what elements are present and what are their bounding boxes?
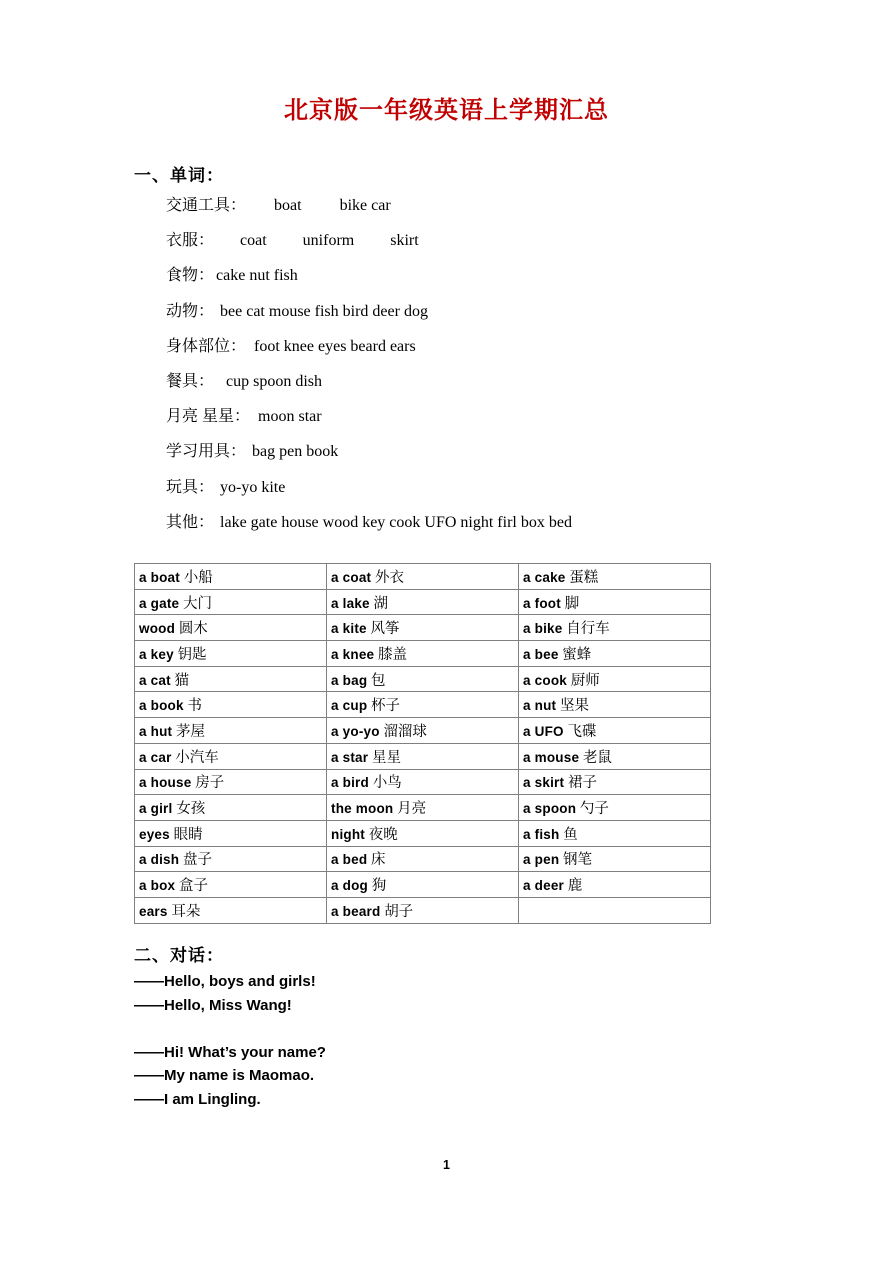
table-cell xyxy=(519,589,711,615)
table-cell xyxy=(135,666,327,692)
word-category-line xyxy=(166,227,866,262)
table-cell xyxy=(135,846,327,872)
category-label: 餐具： xyxy=(166,372,215,390)
word-english: a bed xyxy=(331,852,368,868)
word-chinese: 星星 xyxy=(372,749,401,766)
vocab-table xyxy=(134,563,711,924)
word-chinese: 厨师 xyxy=(570,672,600,689)
table-cell xyxy=(135,897,327,923)
table-cell xyxy=(135,641,327,667)
table-cell xyxy=(135,718,327,744)
word-chinese: 脚 xyxy=(564,595,580,612)
word-english: a kite xyxy=(331,621,367,637)
table-cell xyxy=(519,641,711,667)
word-chinese: 夜晚 xyxy=(368,826,398,843)
word-chinese: 月亮 xyxy=(397,801,427,818)
table-cell xyxy=(327,615,519,641)
word-english: a beard xyxy=(331,903,381,919)
word-chinese: 房子 xyxy=(195,775,225,792)
table-cell xyxy=(327,564,519,590)
word-chinese: 裙子 xyxy=(567,775,597,792)
category-label: 交通工具： xyxy=(166,197,247,214)
category-words: yo-yo kite xyxy=(220,478,286,496)
table-cell xyxy=(135,743,327,769)
section-heading-dialogue: 二、对话： xyxy=(134,946,224,965)
word-chinese: 书 xyxy=(187,698,202,715)
table-row xyxy=(135,692,711,718)
table-cell xyxy=(519,872,711,898)
dialogue-line: ——Hello, Miss Wang! xyxy=(134,996,292,1014)
category-words: bag pen book xyxy=(252,443,339,461)
word-category-line xyxy=(166,474,866,509)
table-row xyxy=(135,743,711,769)
word-english: a girl xyxy=(139,801,173,817)
word-chinese: 蜜蜂 xyxy=(562,646,592,663)
category-label: 学习用具： xyxy=(166,443,247,461)
word-chinese: 自行车 xyxy=(566,621,610,638)
word-chinese: 小鸟 xyxy=(372,775,402,792)
word-chinese: 飞碟 xyxy=(567,723,597,740)
word-english: a bee xyxy=(523,646,559,662)
word-english: a yo-yo xyxy=(331,723,380,739)
table-cell xyxy=(135,564,327,590)
word-english: a cat xyxy=(139,672,171,688)
table-cell xyxy=(519,820,711,846)
table-cell xyxy=(135,795,327,821)
word-category-line xyxy=(166,298,866,333)
word-english: a key xyxy=(139,646,174,662)
table-cell xyxy=(327,872,519,898)
category-words: lake gate house wood key cook UFO night firl box bed xyxy=(220,513,572,531)
category-words: skirt xyxy=(390,232,419,250)
word-chinese: 盒子 xyxy=(179,878,209,895)
word-chinese: 外衣 xyxy=(374,569,404,586)
word-english: a cook xyxy=(523,672,567,688)
word-english: a star xyxy=(331,749,369,765)
word-chinese: 鹿 xyxy=(567,878,583,895)
table-cell xyxy=(327,641,519,667)
word-chinese: 钥匙 xyxy=(177,646,207,663)
word-category-line xyxy=(166,403,866,438)
table-cell xyxy=(519,718,711,744)
table-cell xyxy=(135,615,327,641)
category-words: bee cat mouse fish bird deer dog xyxy=(220,302,428,320)
category-label: 动物： xyxy=(166,302,215,320)
word-chinese: 床 xyxy=(371,852,386,869)
word-chinese: 女孩 xyxy=(176,801,206,818)
category-words: coat xyxy=(240,232,267,250)
table-cell xyxy=(327,718,519,744)
word-chinese: 狗 xyxy=(371,878,387,895)
word-english: a cake xyxy=(523,569,566,585)
table-cell xyxy=(519,743,711,769)
word-english: a car xyxy=(139,749,172,765)
word-english: eyes xyxy=(139,826,170,842)
table-cell xyxy=(327,743,519,769)
word-chinese: 大门 xyxy=(182,595,212,612)
word-english: a cup xyxy=(331,698,368,714)
dialogue-line: ——Hello, boys and girls! xyxy=(134,973,316,990)
table-row xyxy=(135,564,711,590)
table-row xyxy=(135,615,711,641)
table-cell xyxy=(519,666,711,692)
table-cell xyxy=(327,666,519,692)
category-words: cake nut fish xyxy=(216,267,298,285)
word-category-line xyxy=(166,192,866,227)
table-row xyxy=(135,589,711,615)
table-row xyxy=(135,718,711,744)
word-chinese: 眼睛 xyxy=(173,826,203,843)
table-cell xyxy=(327,846,519,872)
word-english: a bike xyxy=(523,621,563,637)
table-cell xyxy=(327,897,519,923)
word-english: a nut xyxy=(523,698,557,714)
category-label: 其他： xyxy=(166,513,215,531)
word-english: a UFO xyxy=(523,723,564,739)
word-english: night xyxy=(331,826,365,842)
table-cell xyxy=(327,820,519,846)
word-chinese: 钢笔 xyxy=(563,852,593,869)
word-chinese: 茅屋 xyxy=(176,723,206,740)
word-chinese: 杯子 xyxy=(371,698,401,715)
word-english: ears xyxy=(139,903,168,919)
table-cell xyxy=(519,615,711,641)
category-words: boat xyxy=(274,197,302,214)
category-label: 衣服： xyxy=(166,232,215,250)
word-category-line xyxy=(166,368,866,403)
word-category-list xyxy=(166,192,866,544)
table-row xyxy=(135,897,711,923)
word-english: a coat xyxy=(331,569,372,585)
category-words: moon star xyxy=(258,408,322,426)
word-chinese: 风筝 xyxy=(370,621,400,638)
category-label: 月亮 星星： xyxy=(166,408,251,426)
category-label: 身体部位： xyxy=(166,337,247,355)
word-chinese: 老鼠 xyxy=(582,749,612,766)
table-cell xyxy=(519,692,711,718)
word-chinese: 猫 xyxy=(174,672,190,689)
word-category-line xyxy=(166,262,866,297)
dialogue-line: ——Hi! What’s your name? xyxy=(134,1043,326,1061)
word-category-line xyxy=(166,333,866,368)
table-cell xyxy=(135,872,327,898)
word-english: a pen xyxy=(523,852,560,868)
word-english: a book xyxy=(139,698,184,714)
word-english: a mouse xyxy=(523,749,580,765)
word-english: a box xyxy=(139,878,176,894)
dialogue-line: ——I am Lingling. xyxy=(134,1090,261,1108)
category-words: uniform xyxy=(302,232,355,250)
word-chinese: 坚果 xyxy=(560,698,590,715)
table-cell xyxy=(519,795,711,821)
word-chinese: 蛋糕 xyxy=(569,569,599,586)
word-chinese: 膝盖 xyxy=(378,646,407,663)
word-english: wood xyxy=(139,621,176,637)
table-row xyxy=(135,769,711,795)
word-english: a lake xyxy=(331,595,370,611)
word-english: a boat xyxy=(139,569,180,585)
table-row xyxy=(135,795,711,821)
table-cell xyxy=(135,589,327,615)
word-chinese: 小船 xyxy=(183,569,213,586)
word-english: a deer xyxy=(523,878,564,894)
word-english: a gate xyxy=(139,595,180,611)
word-english: a skirt xyxy=(523,775,565,791)
dialogue-list xyxy=(134,973,734,1115)
category-words: foot knee eyes beard ears xyxy=(254,337,416,355)
table-cell xyxy=(327,692,519,718)
word-english: a hut xyxy=(139,723,173,739)
word-chinese: 耳朵 xyxy=(171,903,201,920)
word-chinese: 胡子 xyxy=(384,903,414,920)
table-cell xyxy=(135,820,327,846)
table-cell xyxy=(135,769,327,795)
table-cell xyxy=(327,769,519,795)
word-category-line xyxy=(166,438,866,473)
word-chinese: 湖 xyxy=(373,595,388,612)
table-row xyxy=(135,872,711,898)
word-chinese: 小汽车 xyxy=(175,749,219,766)
word-category-line xyxy=(166,509,866,544)
word-chinese: 溜溜球 xyxy=(383,723,427,740)
table-cell xyxy=(519,564,711,590)
word-english: a house xyxy=(139,775,192,791)
section-heading-words: 一、单词： xyxy=(134,166,224,185)
category-label: 玩具： xyxy=(166,478,215,496)
word-english: a spoon xyxy=(523,801,577,817)
table-cell xyxy=(519,769,711,795)
word-chinese: 圆木 xyxy=(178,621,208,638)
dialogue-spacer xyxy=(134,1020,734,1044)
table-row xyxy=(135,641,711,667)
table-row xyxy=(135,846,711,872)
category-words: bike car xyxy=(339,197,391,214)
table-cell xyxy=(135,692,327,718)
page-title: 北京版一年级英语上学期汇总 xyxy=(284,97,609,124)
word-chinese: 鱼 xyxy=(563,826,578,843)
word-english: a knee xyxy=(331,646,375,662)
word-chinese: 包 xyxy=(371,672,386,689)
table-cell xyxy=(519,846,711,872)
category-words: cup spoon dish xyxy=(226,372,323,390)
word-english: the moon xyxy=(331,801,394,817)
word-chinese: 勺子 xyxy=(579,801,609,818)
page-number: 1 xyxy=(443,1158,450,1172)
word-english: a bag xyxy=(331,672,368,688)
table-row xyxy=(135,666,711,692)
word-english: a foot xyxy=(523,595,561,611)
word-english: a bird xyxy=(331,775,369,791)
word-english: a fish xyxy=(523,826,560,842)
table-cell xyxy=(519,897,711,923)
word-english: a dish xyxy=(139,852,180,868)
word-chinese: 盘子 xyxy=(182,852,212,869)
table-row xyxy=(135,820,711,846)
table-cell xyxy=(327,795,519,821)
word-english: a dog xyxy=(331,878,368,894)
table-cell xyxy=(327,589,519,615)
category-label: 食物： xyxy=(166,267,215,285)
dialogue-line: ——My name is Maomao. xyxy=(134,1067,315,1085)
